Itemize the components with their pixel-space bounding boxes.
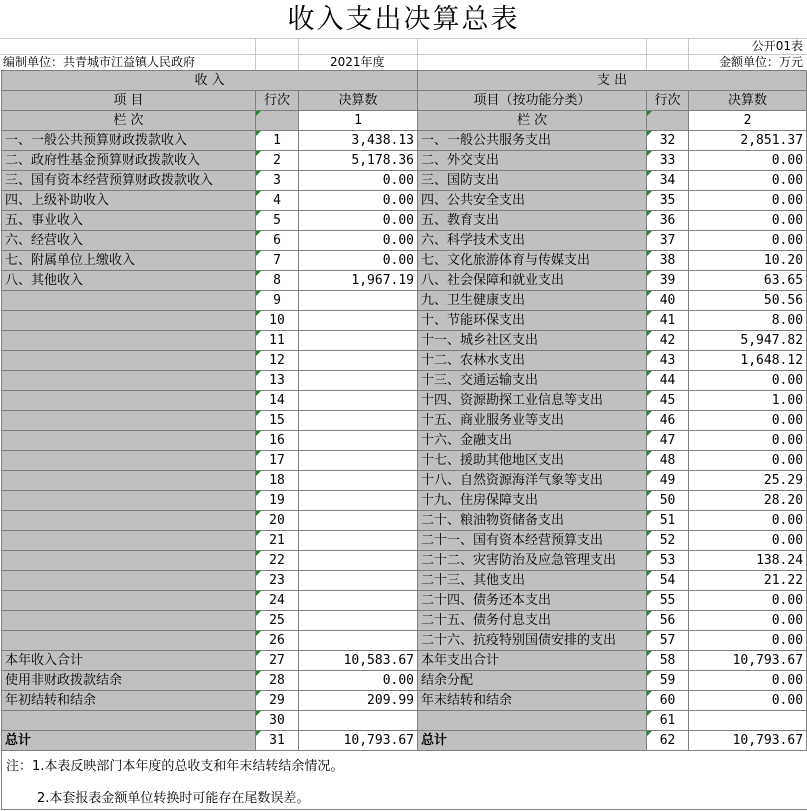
expense-row-no: 60 — [647, 691, 689, 711]
table-row — [2, 371, 807, 391]
income-row-no: 28 — [256, 671, 299, 691]
expense-amount: 0.00 — [689, 511, 807, 531]
income-item — [2, 331, 256, 351]
expense-amount: 0.00 — [689, 411, 807, 431]
income-item — [2, 351, 256, 371]
report-title: 收入支出决算总表 — [287, 4, 520, 35]
expense-amount: 0.00 — [689, 191, 807, 211]
income-amount — [299, 611, 418, 631]
table-row — [2, 231, 807, 251]
col-header-item: 项 目 — [2, 91, 256, 111]
income-row-no: 3 — [256, 171, 299, 191]
expense-item: 二十四、债务还本支出 — [418, 591, 647, 611]
income-row-no: 15 — [256, 411, 299, 431]
expense-row-no: 47 — [647, 431, 689, 451]
income-row-no: 17 — [256, 451, 299, 471]
header-gridline — [298, 38, 299, 70]
income-row-no: 25 — [256, 611, 299, 631]
income-amount — [299, 351, 418, 371]
income-row-no: 11 — [256, 331, 299, 351]
expense-row-no: 32 — [647, 131, 689, 151]
income-item — [2, 611, 256, 631]
expense-amount: 21.22 — [689, 571, 807, 591]
expense-row-no: 61 — [647, 711, 689, 731]
table-row — [2, 271, 807, 291]
table-row — [2, 591, 807, 611]
col-number-expense: 2 — [689, 111, 807, 131]
expense-item: 本年支出合计 — [418, 651, 647, 671]
expense-item: 十五、商业服务业等支出 — [418, 411, 647, 431]
expense-item: 年末结转和结余 — [418, 691, 647, 711]
expense-item: 十三、交通运输支出 — [418, 371, 647, 391]
column-number-row — [2, 111, 807, 131]
table-row — [2, 171, 807, 191]
expense-row-no: 55 — [647, 591, 689, 611]
expense-row-no: 53 — [647, 551, 689, 571]
income-item: 四、上级补助收入 — [2, 191, 256, 211]
expense-row-no: 59 — [647, 671, 689, 691]
income-row-no: 6 — [256, 231, 299, 251]
expense-row-no: 37 — [647, 231, 689, 251]
expense-row-no: 62 — [647, 731, 689, 751]
expense-item: 七、文化旅游体育与传媒支出 — [418, 251, 647, 271]
expense-item: 二十五、债务付息支出 — [418, 611, 647, 631]
expense-item: 三、国防支出 — [418, 171, 647, 191]
expense-row-no: 49 — [647, 471, 689, 491]
expense-amount: 1.00 — [689, 391, 807, 411]
expense-item: 二十二、灾害防治及应急管理支出 — [418, 551, 647, 571]
expense-item: 十八、自然资源海洋气象等支出 — [418, 471, 647, 491]
expense-row-no: 56 — [647, 611, 689, 631]
income-amount — [299, 511, 418, 531]
empty-cell — [256, 111, 299, 131]
expense-item: 八、社会保障和就业支出 — [418, 271, 647, 291]
income-amount: 10,793.67 — [299, 731, 418, 751]
income-item: 一、一般公共预算财政拨款收入 — [2, 131, 256, 151]
expense-amount: 0.00 — [689, 691, 807, 711]
income-amount: 3,438.13 — [299, 131, 418, 151]
expense-row-no: 43 — [647, 351, 689, 371]
col-header-amount: 决算数 — [299, 91, 418, 111]
table-row — [2, 611, 807, 631]
compiling-unit: 编制单位：共青城市江益镇人民政府 — [3, 55, 196, 69]
expense-item: 九、卫生健康支出 — [418, 291, 647, 311]
table-row — [2, 451, 807, 471]
expense-item: 二十三、其他支出 — [418, 571, 647, 591]
expense-row-no: 35 — [647, 191, 689, 211]
income-item — [2, 451, 256, 471]
expense-amount: 5,947.82 — [689, 331, 807, 351]
income-amount — [299, 491, 418, 511]
income-item — [2, 471, 256, 491]
income-item — [2, 511, 256, 531]
col-header-amount: 决算数 — [689, 91, 807, 111]
expense-item: 十七、援助其他地区支出 — [418, 451, 647, 471]
income-amount — [299, 591, 418, 611]
empty-cell — [647, 111, 689, 131]
expense-amount: 0.00 — [689, 671, 807, 691]
expense-row-no: 36 — [647, 211, 689, 231]
income-row-no: 22 — [256, 551, 299, 571]
table-row — [2, 511, 807, 531]
expense-row-no: 48 — [647, 451, 689, 471]
income-item — [2, 431, 256, 451]
expense-row-no: 41 — [647, 311, 689, 331]
table-row — [2, 131, 807, 151]
expense-amount: 10,793.67 — [689, 731, 807, 751]
income-row-no: 16 — [256, 431, 299, 451]
money-unit: 金额单位：万元 — [718, 55, 803, 69]
income-amount — [299, 451, 418, 471]
table-row — [2, 551, 807, 571]
income-amount: 0.00 — [299, 231, 418, 251]
income-amount: 209.99 — [299, 691, 418, 711]
table-row — [2, 711, 807, 731]
income-row-no: 27 — [256, 651, 299, 671]
expense-row-no: 58 — [647, 651, 689, 671]
income-item: 三、国有资本经营预算财政拨款收入 — [2, 171, 256, 191]
income-amount — [299, 531, 418, 551]
income-item — [2, 291, 256, 311]
table-row — [2, 691, 807, 711]
income-row-no: 30 — [256, 711, 299, 731]
expense-item — [418, 711, 647, 731]
expense-row-no: 57 — [647, 631, 689, 651]
table-row — [2, 571, 807, 591]
expense-row-no: 40 — [647, 291, 689, 311]
income-amount — [299, 411, 418, 431]
income-amount — [299, 391, 418, 411]
income-amount — [299, 291, 418, 311]
header-gridline — [0, 38, 807, 39]
income-amount: 0.00 — [299, 251, 418, 271]
expense-amount: 0.00 — [689, 611, 807, 631]
expense-item: 四、公共安全支出 — [418, 191, 647, 211]
income-item — [2, 551, 256, 571]
expense-amount: 0.00 — [689, 631, 807, 651]
expense-amount: 1,648.12 — [689, 351, 807, 371]
table-row — [2, 471, 807, 491]
income-row-no: 31 — [256, 731, 299, 751]
income-row-no: 23 — [256, 571, 299, 591]
income-item: 本年收入合计 — [2, 651, 256, 671]
expense-amount: 0.00 — [689, 211, 807, 231]
expense-row-no: 54 — [647, 571, 689, 591]
income-amount: 0.00 — [299, 191, 418, 211]
table-row — [2, 211, 807, 231]
table-row — [2, 331, 807, 351]
table-row — [2, 411, 807, 431]
expense-amount: 0.00 — [689, 451, 807, 471]
expense-row-no: 51 — [647, 511, 689, 531]
lanci-label: 栏 次 — [2, 111, 256, 131]
income-row-no: 26 — [256, 631, 299, 651]
income-item — [2, 571, 256, 591]
expense-item: 五、教育支出 — [418, 211, 647, 231]
expense-amount: 0.00 — [689, 531, 807, 551]
expense-amount: 0.00 — [689, 171, 807, 191]
income-row-no: 14 — [256, 391, 299, 411]
income-row-no: 8 — [256, 271, 299, 291]
expense-item: 十九、住房保障支出 — [418, 491, 647, 511]
note-2: 2.本套报表金额单位转换时可能存在尾数误差。 — [37, 791, 310, 806]
table-row — [2, 191, 807, 211]
expense-amount: 0.00 — [689, 231, 807, 251]
lanci-label: 栏 次 — [418, 111, 647, 131]
income-amount — [299, 331, 418, 351]
income-item — [2, 531, 256, 551]
expense-amount: 2,851.37 — [689, 131, 807, 151]
expense-amount: 25.29 — [689, 471, 807, 491]
income-amount — [299, 311, 418, 331]
income-item: 七、附属单位上缴收入 — [2, 251, 256, 271]
income-item: 八、其他收入 — [2, 271, 256, 291]
income-item: 使用非财政拨款结余 — [2, 671, 256, 691]
income-item: 二、政府性基金预算财政拨款收入 — [2, 151, 256, 171]
table-row — [2, 151, 807, 171]
table-row — [2, 671, 807, 691]
income-item — [2, 491, 256, 511]
expense-amount: 8.00 — [689, 311, 807, 331]
income-row-no: 12 — [256, 351, 299, 371]
income-item: 六、经营收入 — [2, 231, 256, 251]
expense-amount — [689, 711, 807, 731]
expense-amount: 28.20 — [689, 491, 807, 511]
table-row — [2, 491, 807, 511]
income-amount — [299, 431, 418, 451]
income-item — [2, 711, 256, 731]
table-row — [2, 311, 807, 331]
income-amount: 0.00 — [299, 171, 418, 191]
expense-item: 十四、资源勘探工业信息等支出 — [418, 391, 647, 411]
expense-section-header: 支 出 — [418, 71, 807, 91]
note-1: 注：1.本表反映部门本年度的总收支和年末结转结余情况。 — [6, 759, 344, 774]
income-item — [2, 371, 256, 391]
income-item — [2, 391, 256, 411]
income-item: 总计 — [2, 731, 256, 751]
section-header-row — [2, 71, 807, 91]
col-header-row-no: 行次 — [647, 91, 689, 111]
expense-amount: 138.24 — [689, 551, 807, 571]
expense-row-no: 42 — [647, 331, 689, 351]
expense-item: 二十、粮油物资储备支出 — [418, 511, 647, 531]
expense-item: 六、科学技术支出 — [418, 231, 647, 251]
table-row — [2, 391, 807, 411]
expense-item: 二、外交支出 — [418, 151, 647, 171]
income-amount — [299, 371, 418, 391]
expense-item: 一、一般公共服务支出 — [418, 131, 647, 151]
table-row — [2, 531, 807, 551]
expense-amount: 10,793.67 — [689, 651, 807, 671]
table-row — [2, 651, 807, 671]
income-row-no: 19 — [256, 491, 299, 511]
header-gridline — [646, 38, 647, 70]
expense-amount: 0.00 — [689, 371, 807, 391]
expense-row-no: 45 — [647, 391, 689, 411]
income-amount: 10,583.67 — [299, 651, 418, 671]
expense-amount: 0.00 — [689, 431, 807, 451]
expense-row-no: 34 — [647, 171, 689, 191]
income-amount — [299, 711, 418, 731]
col-header-expense-item: 项目（按功能分类） — [418, 91, 647, 111]
col-header-row-no: 行次 — [256, 91, 299, 111]
table-row — [2, 351, 807, 371]
income-amount: 5,178.36 — [299, 151, 418, 171]
expense-item: 十、节能环保支出 — [418, 311, 647, 331]
table-row — [2, 251, 807, 271]
income-item — [2, 311, 256, 331]
income-amount — [299, 631, 418, 651]
income-row-no: 10 — [256, 311, 299, 331]
header-gridline — [255, 38, 256, 70]
expense-amount: 0.00 — [689, 591, 807, 611]
expense-row-no: 44 — [647, 371, 689, 391]
income-row-no: 9 — [256, 291, 299, 311]
expense-item: 结余分配 — [418, 671, 647, 691]
expense-amount: 50.56 — [689, 291, 807, 311]
income-section-header: 收 入 — [2, 71, 418, 91]
income-amount — [299, 551, 418, 571]
expense-item: 十六、金融支出 — [418, 431, 647, 451]
expense-row-no: 52 — [647, 531, 689, 551]
expense-item: 十一、城乡社区支出 — [418, 331, 647, 351]
income-amount: 0.00 — [299, 671, 418, 691]
table-row — [2, 731, 807, 751]
col-number-income: 1 — [299, 111, 418, 131]
expense-item: 十二、农林水支出 — [418, 351, 647, 371]
income-amount: 1,967.19 — [299, 271, 418, 291]
form-code: 公开01表 — [751, 39, 803, 53]
expense-amount: 63.65 — [689, 271, 807, 291]
income-expense-table — [1, 70, 807, 751]
expense-item: 二十一、国有资本经营预算支出 — [418, 531, 647, 551]
income-row-no: 1 — [256, 131, 299, 151]
header-gridline — [688, 38, 689, 70]
table-row — [2, 631, 807, 651]
expense-row-no: 50 — [647, 491, 689, 511]
income-row-no: 13 — [256, 371, 299, 391]
income-row-no: 2 — [256, 151, 299, 171]
income-row-no: 4 — [256, 191, 299, 211]
income-row-no: 5 — [256, 211, 299, 231]
expense-amount: 0.00 — [689, 151, 807, 171]
income-item: 五、事业收入 — [2, 211, 256, 231]
expense-row-no: 38 — [647, 251, 689, 271]
income-row-no: 29 — [256, 691, 299, 711]
income-amount — [299, 471, 418, 491]
notes-area — [1, 749, 807, 810]
expense-amount: 10.20 — [689, 251, 807, 271]
table-row — [2, 291, 807, 311]
fiscal-year: 2021年度 — [330, 55, 385, 69]
expense-item: 二十六、抗疫特别国债安排的支出 — [418, 631, 647, 651]
expense-row-no: 33 — [647, 151, 689, 171]
income-row-no: 18 — [256, 471, 299, 491]
income-amount: 0.00 — [299, 211, 418, 231]
expense-row-no: 39 — [647, 271, 689, 291]
income-amount — [299, 571, 418, 591]
expense-item: 总计 — [418, 731, 647, 751]
header-gridline — [417, 38, 418, 70]
income-row-no: 24 — [256, 591, 299, 611]
column-header-row — [2, 91, 807, 111]
income-item — [2, 411, 256, 431]
income-item — [2, 631, 256, 651]
income-item: 年初结转和结余 — [2, 691, 256, 711]
income-item — [2, 591, 256, 611]
income-row-no: 20 — [256, 511, 299, 531]
income-row-no: 7 — [256, 251, 299, 271]
table-row — [2, 431, 807, 451]
expense-row-no: 46 — [647, 411, 689, 431]
income-row-no: 21 — [256, 531, 299, 551]
